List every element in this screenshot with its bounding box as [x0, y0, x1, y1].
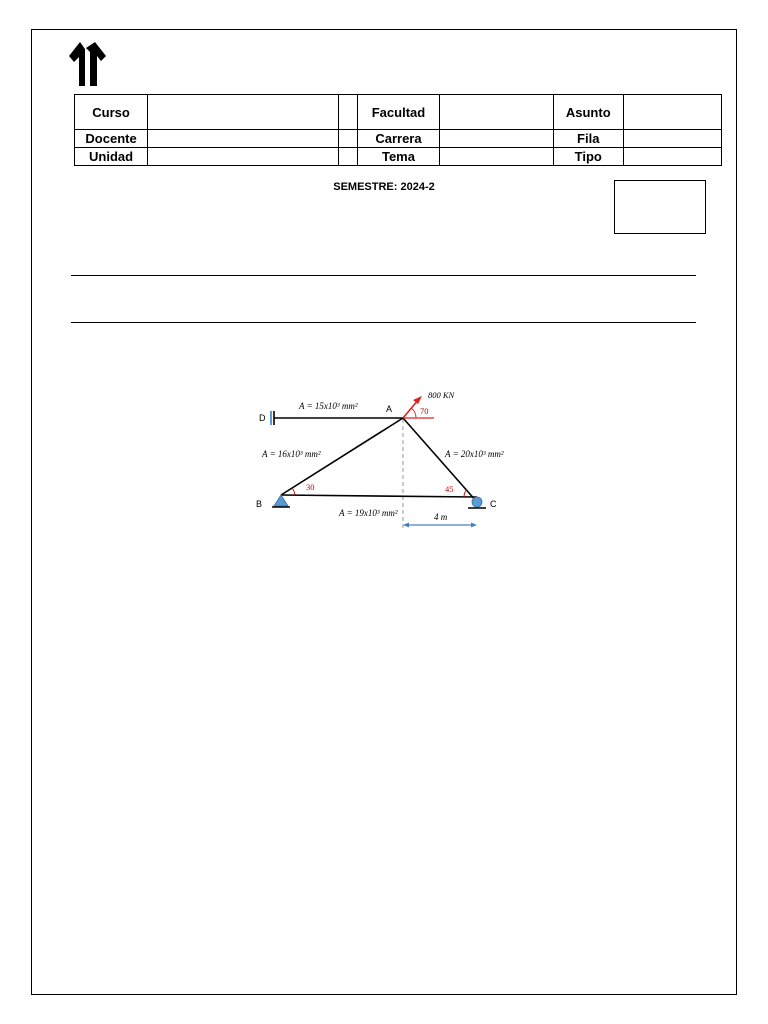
value-fila[interactable] — [623, 130, 721, 148]
load-arrowhead — [413, 396, 422, 404]
value-tema[interactable] — [439, 148, 553, 166]
label-curso: Curso — [75, 95, 148, 130]
spacer-cell — [339, 130, 358, 148]
header-table — [74, 94, 722, 166]
label-asunto: Asunto — [553, 95, 623, 130]
truss-diagram — [250, 383, 540, 533]
label-tipo: Tipo — [553, 148, 623, 166]
spacer-cell — [339, 95, 358, 130]
node-A-label: A — [386, 404, 393, 414]
name-line-2[interactable] — [71, 322, 696, 323]
logo-arrows-icon — [66, 40, 108, 88]
member-AC — [403, 418, 477, 502]
grade-box[interactable] — [614, 180, 706, 234]
angle-arc-C — [464, 489, 467, 497]
value-docente[interactable] — [148, 130, 339, 148]
value-unidad[interactable] — [148, 148, 339, 166]
angle-B-label: 30 — [306, 482, 315, 492]
area-BC-label: A = 19x10³ mm² — [339, 508, 398, 518]
value-asunto[interactable] — [623, 95, 721, 130]
member-BC — [281, 495, 477, 497]
label-facultad: Facultad — [358, 95, 439, 130]
area-DA-label: A = 15x10³ mm² — [299, 401, 358, 411]
label-fila: Fila — [553, 130, 623, 148]
semester-text: SEMESTRE: 2024-2 — [333, 181, 435, 193]
label-docente: Docente — [75, 130, 148, 148]
value-tipo[interactable] — [623, 148, 721, 166]
value-facultad[interactable] — [439, 95, 553, 130]
angle-arc-B — [292, 488, 295, 495]
label-carrera: Carrera — [358, 130, 439, 148]
label-tema: Tema — [358, 148, 439, 166]
angle-arc-A — [411, 408, 416, 418]
pin-support-B — [274, 495, 288, 506]
value-curso[interactable] — [148, 95, 339, 130]
area-BA-label: A = 16x10³ mm² — [262, 449, 321, 459]
node-C-label: C — [490, 499, 497, 509]
node-D-label: D — [259, 413, 266, 423]
dimension-label: 4 m — [434, 512, 448, 522]
roller-support-C — [472, 497, 482, 507]
area-AC-label: A = 20x10³ mm² — [445, 449, 504, 459]
dimension-arrow-left — [403, 523, 409, 528]
load-label: 800 KN — [428, 390, 455, 400]
node-B-label: B — [256, 499, 263, 509]
value-carrera[interactable] — [439, 130, 553, 148]
name-line[interactable] — [71, 275, 696, 276]
angle-A-label: 70 — [420, 406, 429, 416]
angle-C-label: 45 — [445, 484, 454, 494]
dimension-arrow-right — [471, 523, 477, 528]
label-unidad: Unidad — [75, 148, 148, 166]
spacer-cell — [339, 148, 358, 166]
